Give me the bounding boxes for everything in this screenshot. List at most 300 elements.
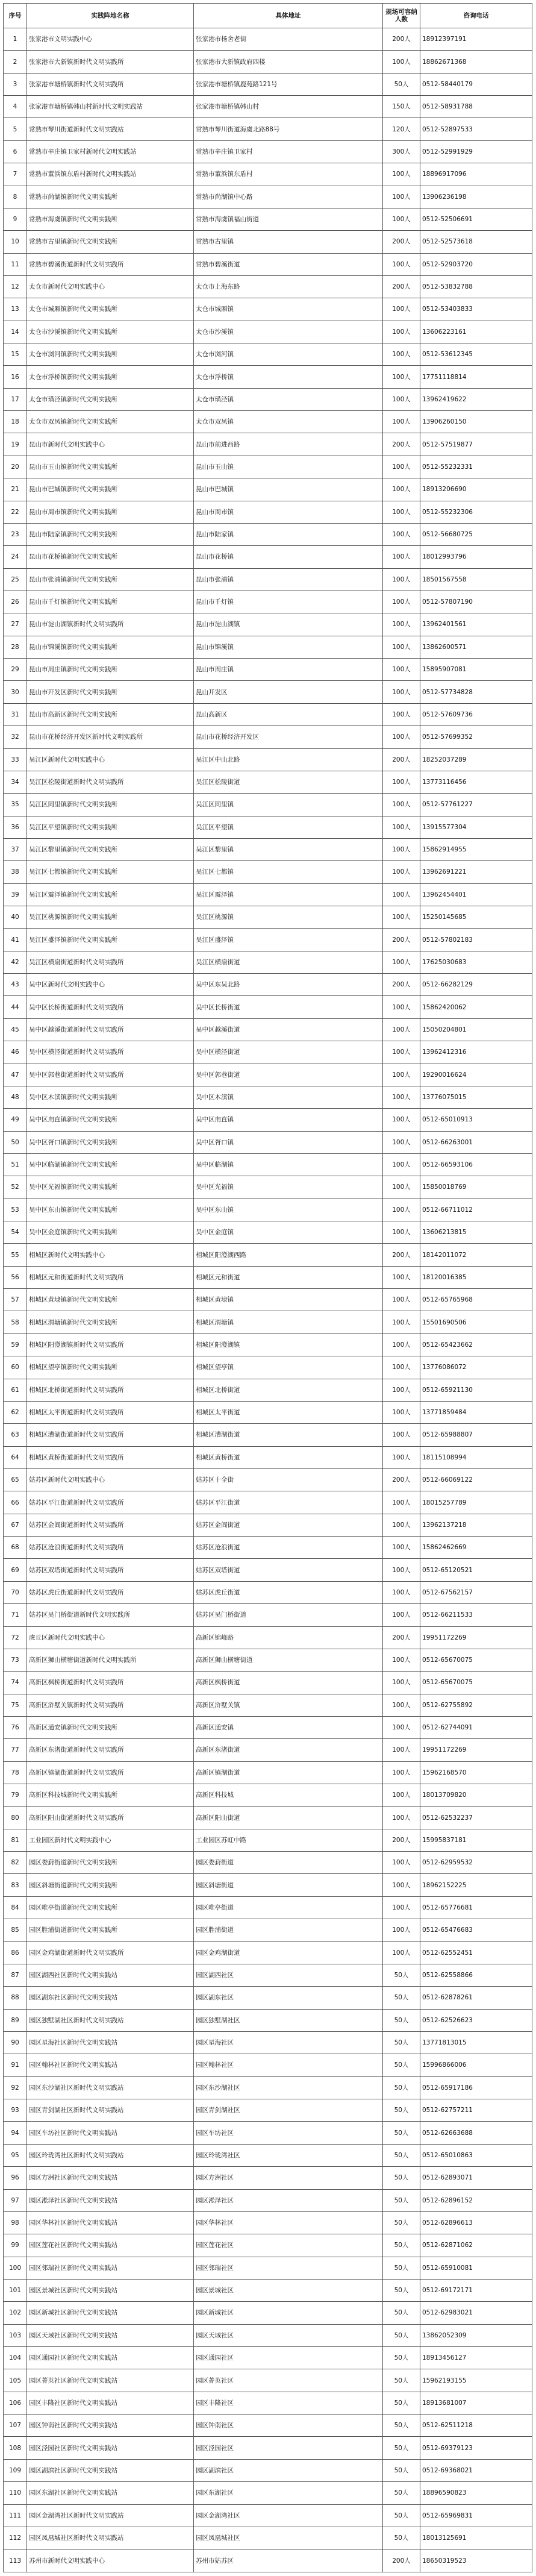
venue-name: 相城区黄桥街道新时代文明实践所 [27, 1446, 194, 1468]
header-phone: 咨询电话 [420, 4, 532, 28]
venue-name: 姑苏区新时代文明实践中心 [27, 1469, 194, 1491]
row-index: 45 [4, 1018, 27, 1041]
row-index: 63 [4, 1424, 27, 1446]
table-row [4, 1446, 532, 1468]
venue-phone: 13962691221 [420, 861, 532, 883]
venue-name: 常熟市古里镇新时代文明实践所 [27, 231, 194, 253]
row-index: 12 [4, 275, 27, 298]
venue-name: 相城区阳澄湖镇新时代文明实践所 [27, 1333, 194, 1356]
venue-address: 高新区枫桥街道 [194, 1672, 383, 1694]
venue-phone: 0512-57609736 [420, 703, 532, 725]
table-row [4, 1311, 532, 1333]
venue-name: 高新区通安镇新时代文明实践所 [27, 1716, 194, 1738]
row-index: 79 [4, 1784, 27, 1807]
venue-phone: 0512-55232331 [420, 456, 532, 478]
row-index: 111 [4, 2504, 27, 2527]
venue-capacity: 100人 [383, 321, 420, 343]
row-index: 90 [4, 2031, 27, 2054]
venue-name: 常熟市辛庄镇卫家村新时代文明实践站 [27, 140, 194, 163]
venue-capacity: 100人 [383, 1131, 420, 1153]
venue-phone: 13606213815 [420, 1221, 532, 1244]
row-index: 69 [4, 1559, 27, 1581]
row-index: 107 [4, 2415, 27, 2437]
venue-address: 吴江区平望镇 [194, 816, 383, 838]
venue-address: 吴江区松陵街道 [194, 771, 383, 793]
table-row [4, 1379, 532, 1401]
venue-name: 园区胜浦街道新时代文明实践所 [27, 1919, 194, 1941]
row-index: 27 [4, 613, 27, 636]
venue-name: 吴中区临湖镇新时代文明实践所 [27, 1153, 194, 1176]
venue-phone: 0512-53832788 [420, 275, 532, 298]
venue-phone: 0512-62511218 [420, 2415, 532, 2437]
venue-capacity: 100人 [383, 1896, 420, 1919]
table-row [4, 861, 532, 883]
venue-table [3, 3, 532, 2572]
venue-capacity: 100人 [383, 1537, 420, 1559]
venue-address: 吴中区甪直镇 [194, 1109, 383, 1131]
table-row [4, 2549, 532, 2572]
row-index: 60 [4, 1356, 27, 1379]
venue-phone: 13773116456 [420, 771, 532, 793]
venue-capacity: 100人 [383, 501, 420, 523]
venue-name: 昆山市张浦镇新时代文明实践所 [27, 568, 194, 591]
table-row [4, 1244, 532, 1266]
venue-phone: 18013125691 [420, 2527, 532, 2549]
venue-capacity: 100人 [383, 1379, 420, 1401]
row-index: 97 [4, 2189, 27, 2211]
table-row [4, 456, 532, 478]
venue-name: 昆山市周庄镇新时代文明实践所 [27, 659, 194, 681]
venue-name: 园区泾园社区新时代文明实践站 [27, 2437, 194, 2459]
venue-phone: 13962401561 [420, 613, 532, 636]
venue-phone: 0512-65423662 [420, 1333, 532, 1356]
table-row [4, 2504, 532, 2527]
row-index: 105 [4, 2369, 27, 2392]
table-row [4, 51, 532, 73]
venue-name: 园区湖东社区新时代文明实践站 [27, 1987, 194, 2009]
venue-phone: 18650319523 [420, 2549, 532, 2572]
venue-phone: 18013709820 [420, 1784, 532, 1807]
venue-name: 姑苏区双塔街道新时代文明实践所 [27, 1559, 194, 1581]
header-venue-name: 实践阵地名称 [27, 4, 194, 28]
row-index: 46 [4, 1041, 27, 1064]
table-row [4, 1424, 532, 1446]
venue-name: 太仓市双凤镇新时代文明实践所 [27, 411, 194, 433]
venue-phone: 18015257789 [420, 1491, 532, 1514]
row-index: 76 [4, 1716, 27, 1738]
venue-name: 园区钟南社区新时代文明实践站 [27, 2415, 194, 2437]
venue-phone: 0512-62896152 [420, 2189, 532, 2211]
venue-address: 园区菁英社区 [194, 2369, 383, 2392]
table-row [4, 1852, 532, 1874]
venue-name: 吴江区桃源镇新时代文明实践所 [27, 906, 194, 929]
venue-address: 园区东沙湖社区 [194, 2076, 383, 2099]
table-row [4, 1221, 532, 1244]
row-index: 18 [4, 411, 27, 433]
venue-phone: 0512-65921130 [420, 1379, 532, 1401]
venue-phone: 0512-62744091 [420, 1716, 532, 1738]
venue-capacity: 100人 [383, 253, 420, 275]
venue-address: 园区天域社区 [194, 2324, 383, 2346]
venue-address: 吴中区临湖镇 [194, 1153, 383, 1176]
venue-name: 昆山市开发区新时代文明实践所 [27, 681, 194, 703]
row-index: 32 [4, 726, 27, 748]
row-index: 98 [4, 2211, 27, 2234]
venue-capacity: 100人 [383, 703, 420, 725]
row-index: 35 [4, 794, 27, 816]
table-row [4, 636, 532, 658]
venue-name: 昆山市锦溪镇新时代文明实践所 [27, 636, 194, 658]
venue-phone: 0512-66282129 [420, 974, 532, 996]
table-row [4, 343, 532, 366]
venue-name: 吴江区横扇街道新时代文明实践所 [27, 951, 194, 973]
venue-address: 相城区黄埭镇 [194, 1289, 383, 1311]
venue-name: 吴中区东山镇新时代文明实践所 [27, 1199, 194, 1221]
row-index: 67 [4, 1514, 27, 1536]
row-index: 1 [4, 28, 27, 51]
venue-capacity: 100人 [383, 1604, 420, 1626]
venue-address: 张家港市杨舍老街 [194, 28, 383, 51]
venue-phone: 19951172269 [420, 1626, 532, 1649]
table-row [4, 2302, 532, 2324]
venue-address: 相城区阳澄湖镇 [194, 1333, 383, 1356]
venue-address: 相城区渭塘镇 [194, 1311, 383, 1333]
row-index: 95 [4, 2144, 27, 2166]
venue-phone: 0512-65969831 [420, 2504, 532, 2527]
venue-address: 园区东湖社区 [194, 2482, 383, 2504]
venue-phone: 18913206690 [420, 478, 532, 501]
table-row [4, 2437, 532, 2459]
venue-capacity: 100人 [383, 1401, 420, 1423]
table-row [4, 433, 532, 456]
venue-name: 张家港市塘桥镇新时代文明实践所 [27, 73, 194, 95]
row-index: 36 [4, 816, 27, 838]
venue-name: 园区天域社区新时代文明实践站 [27, 2324, 194, 2346]
row-index: 91 [4, 2054, 27, 2076]
table-row [4, 1109, 532, 1131]
row-index: 80 [4, 1807, 27, 1829]
venue-phone: 0512-65670075 [420, 1649, 532, 1671]
venue-phone: 13962137218 [420, 1514, 532, 1536]
row-index: 39 [4, 883, 27, 906]
venue-phone: 0512-57761227 [420, 794, 532, 816]
venue-phone: 15862914955 [420, 838, 532, 860]
table-row [4, 771, 532, 793]
venue-address: 园区胜浦街道 [194, 1919, 383, 1941]
table-row [4, 838, 532, 860]
venue-phone: 0512-62896613 [420, 2211, 532, 2234]
venue-address: 吴江区黎里镇 [194, 838, 383, 860]
venue-phone: 13862052309 [420, 2324, 532, 2346]
table-row [4, 794, 532, 816]
venue-capacity: 50人 [383, 2369, 420, 2392]
row-index: 29 [4, 659, 27, 681]
table-row [4, 1491, 532, 1514]
venue-address: 姑苏区十全街 [194, 1469, 383, 1491]
venue-name: 园区金湖湾社区新时代文明实践站 [27, 2504, 194, 2527]
row-index: 55 [4, 1244, 27, 1266]
venue-address: 昆山市花桥经济开发区 [194, 726, 383, 748]
venue-capacity: 50人 [383, 2144, 420, 2166]
venue-name: 园区邻瑞社区新时代文明实践站 [27, 2257, 194, 2279]
venue-name: 昆山市陆家镇新时代文明实践所 [27, 523, 194, 545]
venue-phone: 17625030683 [420, 951, 532, 973]
venue-phone: 18012993796 [420, 546, 532, 568]
venue-address: 吴中区东吴北路 [194, 974, 383, 996]
venue-capacity: 100人 [383, 1109, 420, 1131]
table-row [4, 73, 532, 95]
row-index: 71 [4, 1604, 27, 1626]
venue-capacity: 100人 [383, 1739, 420, 1761]
venue-phone: 13862600571 [420, 636, 532, 658]
venue-address: 吴江区横扇街道 [194, 951, 383, 973]
venue-address: 园区通园社区 [194, 2347, 383, 2369]
table-row [4, 96, 532, 118]
venue-phone: 18913456127 [420, 2347, 532, 2369]
venue-name: 虎丘区新时代文明实践中心 [27, 1626, 194, 1649]
row-index: 86 [4, 1941, 27, 1964]
venue-phone: 13906236198 [420, 186, 532, 208]
table-row [4, 388, 532, 410]
venue-address: 园区方洲社区 [194, 2167, 383, 2189]
venue-name: 苏州市新时代文明实践中心 [27, 2549, 194, 2572]
venue-phone: 15995837181 [420, 1829, 532, 1851]
row-index: 25 [4, 568, 27, 591]
row-index: 88 [4, 1987, 27, 2009]
venue-capacity: 200人 [383, 275, 420, 298]
venue-address: 吴江区中山北路 [194, 748, 383, 771]
table-row [4, 501, 532, 523]
venue-address: 张家港市塘桥镇鹿苑路121号 [194, 73, 383, 95]
row-index: 2 [4, 51, 27, 73]
venue-name: 园区玲珑湾社区新时代文明实践站 [27, 2144, 194, 2166]
venue-name: 太仓市新时代文明实践中心 [27, 275, 194, 298]
venue-phone: 0512-62983021 [420, 2302, 532, 2324]
row-index: 57 [4, 1289, 27, 1311]
venue-address: 园区淞泽社区 [194, 2189, 383, 2211]
table-row [4, 1559, 532, 1581]
venue-capacity: 100人 [383, 996, 420, 1018]
venue-address: 昆山市锦溪镇 [194, 636, 383, 658]
table-row [4, 1153, 532, 1176]
venue-capacity: 200人 [383, 2549, 420, 2572]
venue-phone: 0512-62532237 [420, 1807, 532, 1829]
row-index: 87 [4, 1964, 27, 1986]
venue-phone: 15862462669 [420, 1537, 532, 1559]
venue-name: 园区菁英社区新时代文明实践站 [27, 2369, 194, 2392]
venue-address: 园区丰隆社区 [194, 2392, 383, 2414]
table-row [4, 816, 532, 838]
venue-name: 园区东沙湖社区新时代文明实践站 [27, 2076, 194, 2099]
row-index: 14 [4, 321, 27, 343]
venue-name: 姑苏区吴门桥街道新时代文明实践所 [27, 1604, 194, 1626]
row-index: 61 [4, 1379, 27, 1401]
venue-capacity: 50人 [383, 2189, 420, 2211]
venue-capacity: 100人 [383, 568, 420, 591]
table-row [4, 1941, 532, 1964]
venue-name: 姑苏区虎丘街道新时代文明实践所 [27, 1581, 194, 1603]
venue-name: 吴中区越溪街道新时代文明实践所 [27, 1018, 194, 1041]
venue-address: 园区钟南社区 [194, 2415, 383, 2437]
venue-capacity: 100人 [383, 883, 420, 906]
venue-phone: 13915577304 [420, 816, 532, 838]
row-index: 50 [4, 1131, 27, 1153]
venue-phone: 0512-62663688 [420, 2122, 532, 2144]
venue-phone: 0512-65476683 [420, 1919, 532, 1941]
table-row [4, 523, 532, 545]
table-row [4, 1356, 532, 1379]
venue-name: 昆山市巴城镇新时代文明实践所 [27, 478, 194, 501]
venue-address: 张家港市大新镇政府四楼 [194, 51, 383, 73]
table-row [4, 1176, 532, 1199]
venue-name: 吴中区新时代文明实践中心 [27, 974, 194, 996]
venue-address: 姑苏区沧浪街道 [194, 1537, 383, 1559]
venue-phone: 0512-65910081 [420, 2257, 532, 2279]
venue-capacity: 50人 [383, 2122, 420, 2144]
venue-capacity: 100人 [383, 478, 420, 501]
row-index: 22 [4, 501, 27, 523]
venue-name: 园区湖西社区新时代文明实践站 [27, 1964, 194, 1986]
venue-capacity: 100人 [383, 681, 420, 703]
venue-name: 园区景城社区新时代文明实践站 [27, 2279, 194, 2301]
table-row [4, 163, 532, 186]
venue-capacity: 100人 [383, 838, 420, 860]
venue-phone: 17751118814 [420, 366, 532, 388]
venue-capacity: 100人 [383, 906, 420, 929]
table-row [4, 1694, 532, 1716]
venue-phone: 15962168570 [420, 1761, 532, 1784]
venue-address: 常熟市董浜镇东盾村 [194, 163, 383, 186]
venue-phone: 19290016624 [420, 1064, 532, 1086]
venue-phone: 0512-62893071 [420, 2167, 532, 2189]
venue-capacity: 50人 [383, 2257, 420, 2279]
row-index: 5 [4, 118, 27, 140]
venue-name: 园区金鸡湖街道新时代文明实践所 [27, 1941, 194, 1964]
venue-capacity: 50人 [383, 2437, 420, 2459]
venue-capacity: 200人 [383, 1244, 420, 1266]
table-row [4, 1672, 532, 1694]
venue-phone: 15996866006 [420, 2054, 532, 2076]
table-row [4, 996, 532, 1018]
venue-address: 太仓市浮桥镇 [194, 366, 383, 388]
venue-name: 昆山市新时代文明实践中心 [27, 433, 194, 456]
venue-name: 园区淞泽社区新时代文明实践站 [27, 2189, 194, 2211]
row-index: 33 [4, 748, 27, 771]
row-index: 85 [4, 1919, 27, 1941]
venue-address: 昆山高新区 [194, 703, 383, 725]
venue-capacity: 200人 [383, 1626, 420, 1649]
venue-name: 吴中区横泾街道新时代文明实践所 [27, 1041, 194, 1064]
row-index: 52 [4, 1176, 27, 1199]
venue-name: 园区通园社区新时代文明实践站 [27, 2347, 194, 2369]
venue-capacity: 100人 [383, 1852, 420, 1874]
venue-phone: 18913681007 [420, 2392, 532, 2414]
table-row [4, 253, 532, 275]
table-row [4, 298, 532, 321]
venue-address: 吴江区盛泽镇 [194, 929, 383, 951]
venue-capacity: 100人 [383, 1018, 420, 1041]
venue-phone: 18142011072 [420, 1244, 532, 1266]
venue-name: 张家港市文明实践中心 [27, 28, 194, 51]
venue-name: 高新区枫桥街道新时代文明实践所 [27, 1672, 194, 1694]
row-index: 23 [4, 523, 27, 545]
row-index: 8 [4, 186, 27, 208]
venue-name: 常熟市董浜镇东盾村新时代文明实践站 [27, 163, 194, 186]
venue-capacity: 100人 [383, 1919, 420, 1941]
table-row [4, 1401, 532, 1423]
table-row [4, 2279, 532, 2301]
table-row [4, 2122, 532, 2144]
row-index: 75 [4, 1694, 27, 1716]
venue-phone: 15050204801 [420, 1018, 532, 1041]
row-index: 72 [4, 1626, 27, 1649]
table-row [4, 1874, 532, 1896]
venue-phone: 13776086072 [420, 1356, 532, 1379]
venue-name: 吴江区黎里镇新时代文明实践所 [27, 838, 194, 860]
venue-phone: 0512-66069122 [420, 1469, 532, 1491]
table-row [4, 1581, 532, 1603]
row-index: 11 [4, 253, 27, 275]
venue-capacity: 200人 [383, 748, 420, 771]
table-row [4, 2054, 532, 2076]
venue-name: 常熟市海虞镇新时代文明实践所 [27, 208, 194, 230]
row-index: 17 [4, 388, 27, 410]
table-row [4, 118, 532, 140]
table-row [4, 28, 532, 51]
venue-address: 高新区镇湖街道 [194, 1761, 383, 1784]
venue-name: 常熟市尚湖镇新时代文明实践所 [27, 186, 194, 208]
venue-address: 高新区阳山街道 [194, 1807, 383, 1829]
venue-address: 高新区狮山横塘街道 [194, 1649, 383, 1671]
row-index: 26 [4, 591, 27, 613]
table-row [4, 591, 532, 613]
venue-name: 园区斜塘街道新时代文明实践所 [27, 1874, 194, 1896]
venue-address: 园区华林社区 [194, 2211, 383, 2234]
venue-address: 园区金湖湾社区 [194, 2504, 383, 2527]
table-row [4, 681, 532, 703]
venue-address: 姑苏区吴门桥街道 [194, 1604, 383, 1626]
venue-name: 高新区镇湖街道新时代文明实践所 [27, 1761, 194, 1784]
row-index: 51 [4, 1153, 27, 1176]
venue-name: 相城区元和街道新时代文明实践所 [27, 1266, 194, 1288]
venue-capacity: 100人 [383, 1221, 420, 1244]
venue-name: 吴中区郭巷街道新时代文明实践所 [27, 1064, 194, 1086]
venue-address: 太仓市城厢镇 [194, 298, 383, 321]
venue-name: 高新区浒墅关镇新时代文明实践所 [27, 1694, 194, 1716]
venue-capacity: 100人 [383, 1874, 420, 1896]
venue-capacity: 100人 [383, 343, 420, 366]
row-index: 84 [4, 1896, 27, 1919]
venue-phone: 0512-65120521 [420, 1559, 532, 1581]
table-row [4, 2189, 532, 2211]
venue-address: 相城区太平街道 [194, 1401, 383, 1423]
venue-phone: 13962412316 [420, 1041, 532, 1064]
venue-name: 工业园区新时代文明实践中心 [27, 1829, 194, 1851]
header-capacity: 规场可容纳人数 [383, 4, 420, 28]
venue-name: 相城区北桥街道新时代文明实践所 [27, 1379, 194, 1401]
venue-name: 高新区阳山街道新时代文明实践所 [27, 1807, 194, 1829]
venue-phone: 18501567558 [420, 568, 532, 591]
row-index: 31 [4, 703, 27, 725]
venue-capacity: 100人 [383, 861, 420, 883]
venue-capacity: 100人 [383, 1514, 420, 1536]
venue-address: 常熟市尚湖镇中心路 [194, 186, 383, 208]
venue-name: 吴中区胥口镇新时代文明实践所 [27, 1131, 194, 1153]
table-row [4, 1514, 532, 1536]
venue-name: 吴中区木渎镇新时代文明实践所 [27, 1086, 194, 1108]
venue-name: 张家港市大新镇新时代文明实践所 [27, 51, 194, 73]
venue-capacity: 100人 [383, 298, 420, 321]
